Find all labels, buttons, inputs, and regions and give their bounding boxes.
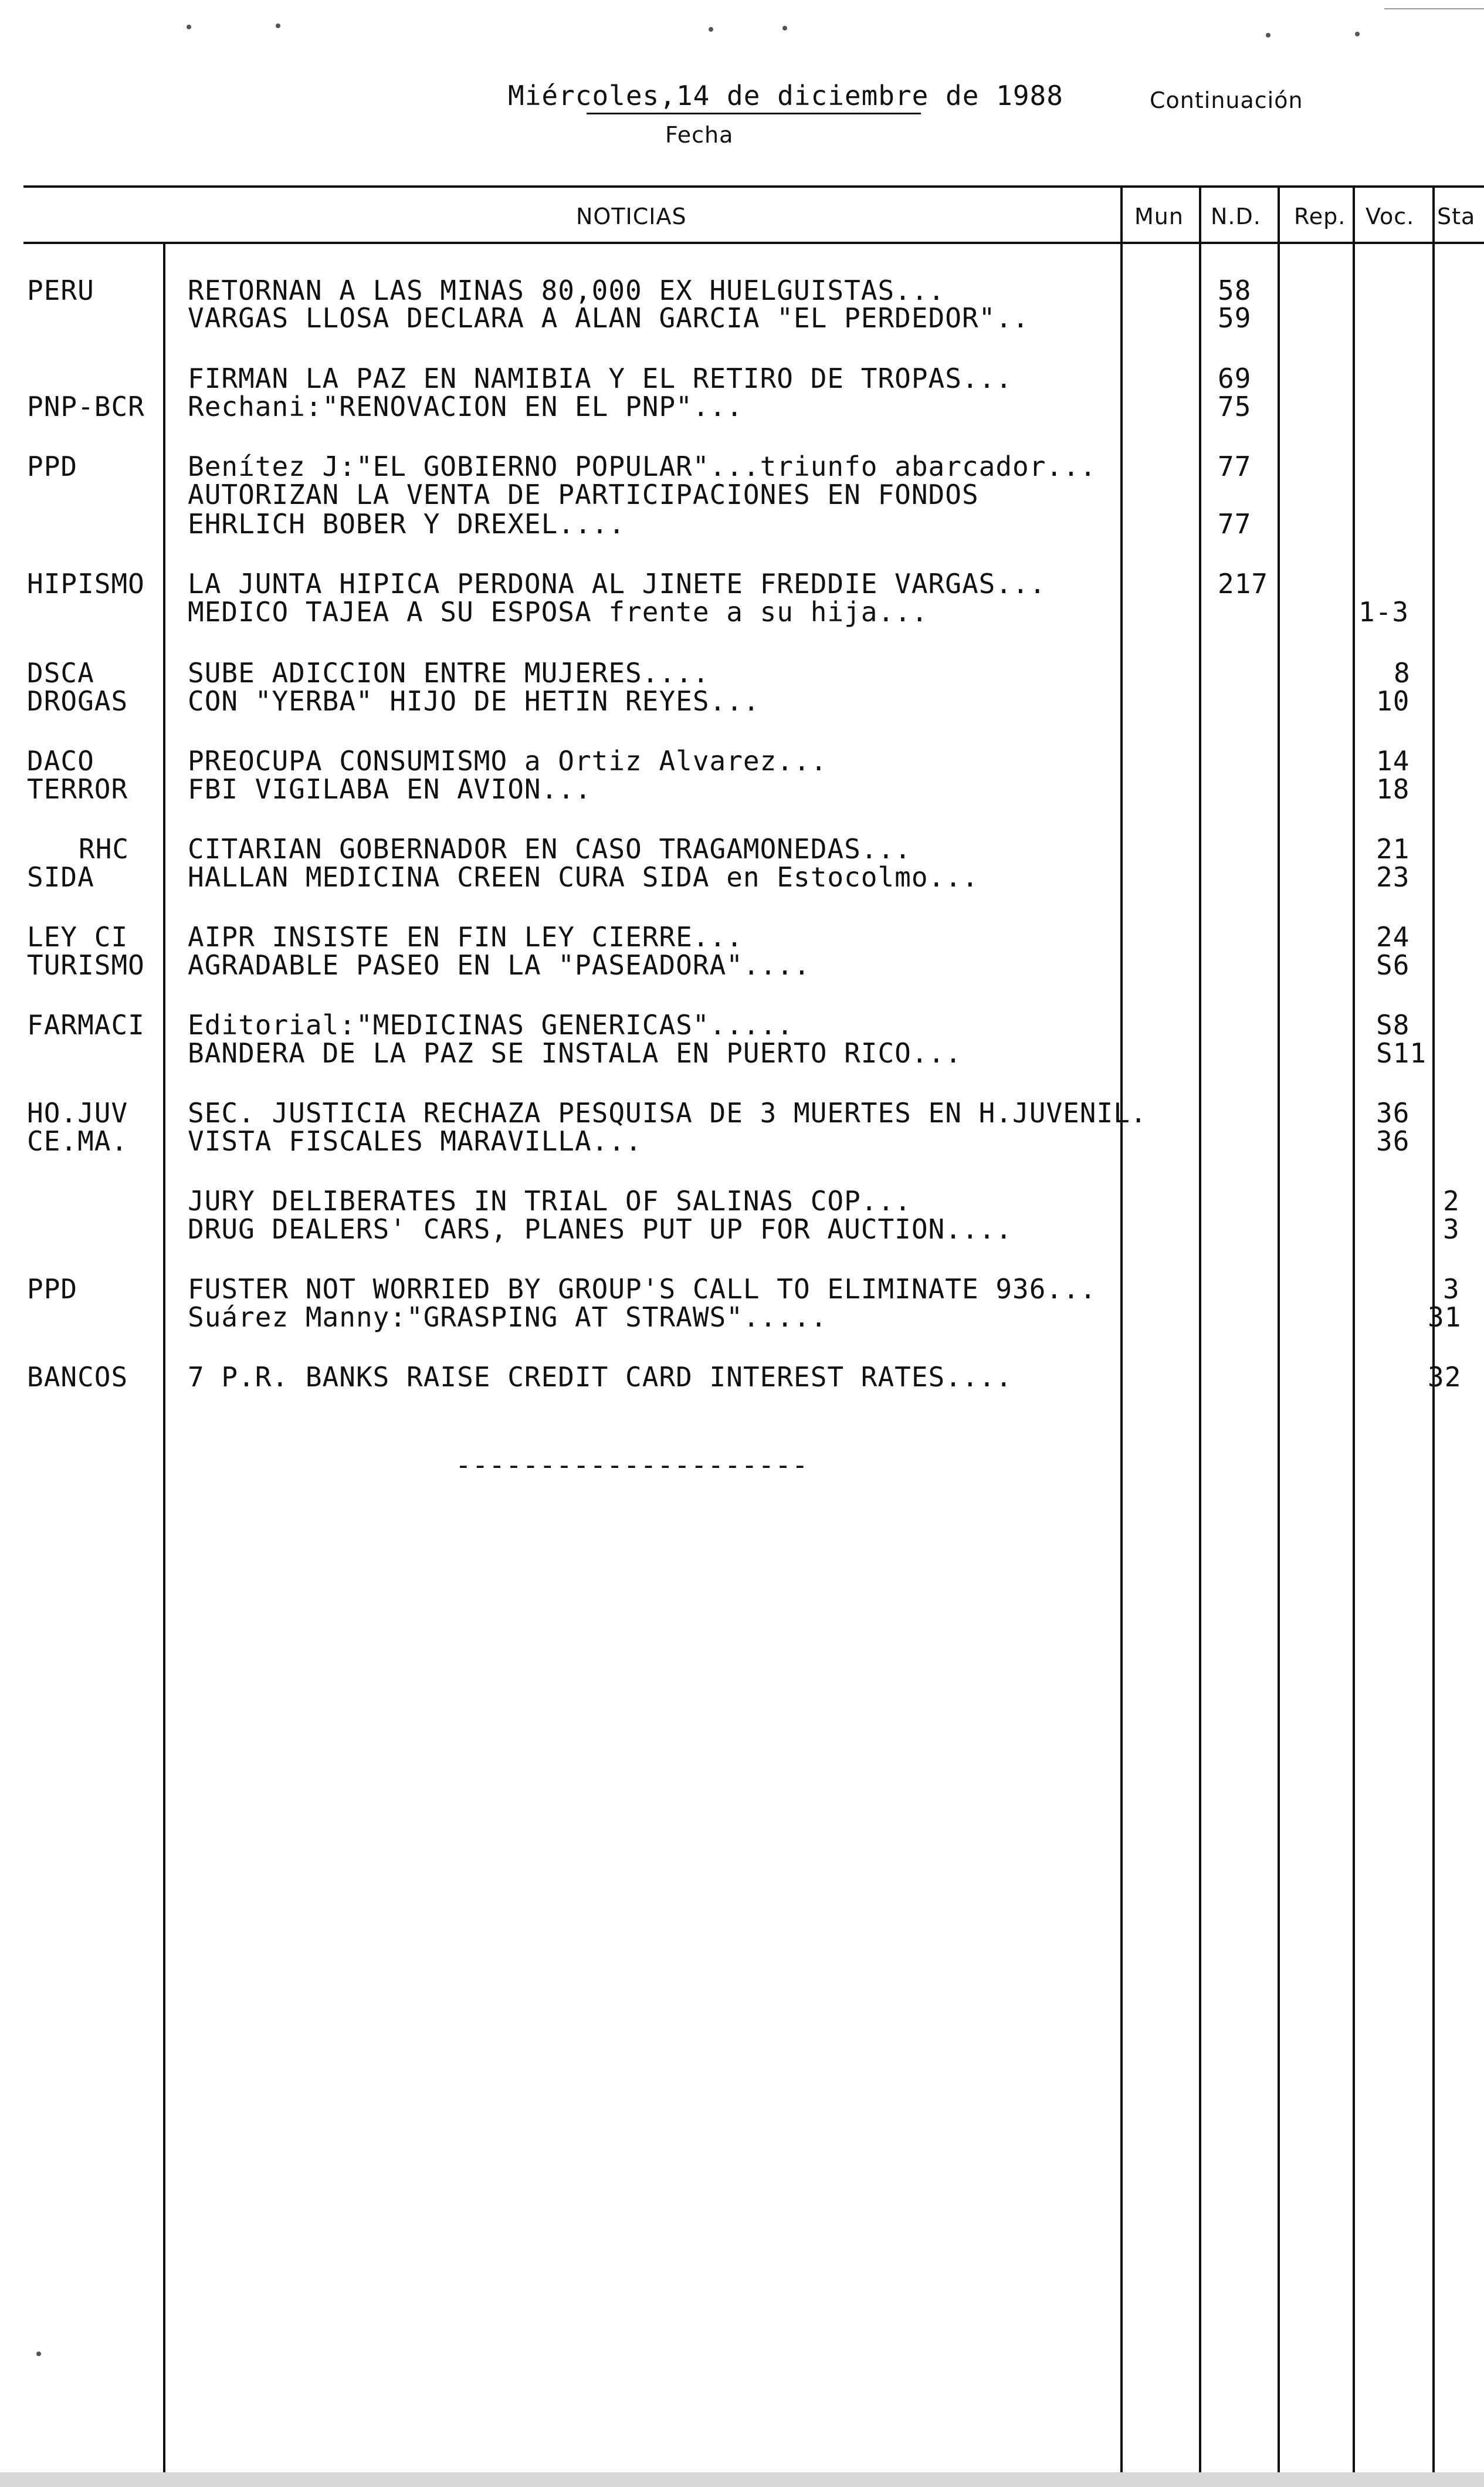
row-voc: 36 [1376,1125,1410,1157]
row-headline: CON "YERBA" HIJO DE HETIN REYES... [188,685,760,717]
column-divider-mun [1199,185,1201,2487]
row-voc: 10 [1376,685,1410,717]
end-of-list-marker: --------------------- [455,1449,809,1481]
column-divider-rep [1353,185,1355,2487]
row-voc: S8 [1376,1009,1410,1041]
row-nd: 77 [1218,508,1252,540]
row-section: DROGAS [27,685,128,717]
row-section: RHC [79,833,130,865]
row-sta: 31 [1428,1301,1462,1333]
row-sta: 3 [1443,1213,1460,1245]
scan-speck [187,25,191,29]
row-voc: 18 [1376,773,1410,805]
scan-speck [276,23,280,28]
row-headline: VISTA FISCALES MARAVILLA... [188,1125,642,1157]
row-section: HIPISMO [27,568,145,600]
column-header-voc: Voc. [1366,204,1415,229]
column-divider-noticias [1120,185,1123,2487]
row-section: TERROR [27,773,128,805]
column-header-nd: N.D. [1211,204,1261,229]
row-headline: Rechani:"RENOVACION EN EL PNP"... [188,391,743,422]
table-header-rule [23,242,1484,244]
row-headline: EHRLICH BOBER Y DREXEL.... [188,508,626,540]
row-headline: SEC. JUSTICIA RECHAZA PESQUISA DE 3 MUERTES EN H.JUVENIL. [188,1097,1147,1129]
row-headline: BANDERA DE LA PAZ SE INSTALA EN PUERTO RICO... [188,1037,962,1069]
row-headline: RETORNAN A LAS MINAS 80,000 EX HUELGUISTAS... [188,275,946,306]
row-voc: 24 [1376,921,1410,953]
row-headline: JURY DELIBERATES IN TRIAL OF SALINAS COP... [188,1185,912,1217]
row-headline: Benítez J:"EL GOBIERNO POPULAR"...triunfo abarcador... [188,451,1097,482]
scan-speck [709,27,713,32]
row-sta: 2 [1443,1185,1460,1217]
row-voc: S11 [1376,1037,1427,1069]
column-header-mun: Mun [1134,204,1184,229]
row-headline: FBI VIGILABA EN AVION... [188,773,592,805]
row-headline: CITARIAN GOBERNADOR EN CASO TRAGAMONEDAS... [188,833,912,865]
row-headline: FUSTER NOT WORRIED BY GROUP'S CALL TO ELIMINATE 936... [188,1273,1097,1305]
row-headline: 7 P.R. BANKS RAISE CREDIT CARD INTEREST RATES.... [188,1361,1013,1393]
date-line: Miércoles,14 de diciembre de 1988 [508,80,1063,111]
date-underline [587,113,921,114]
row-nd: 77 [1218,451,1252,482]
row-voc: 36 [1376,1097,1410,1129]
row-section: PPD [27,1273,78,1305]
row-sta: 32 [1428,1361,1462,1393]
row-nd: 59 [1218,302,1252,334]
continuation-label: Continuación [1150,87,1303,113]
column-header-sta: Sta [1437,204,1476,229]
column-divider-nd [1278,185,1280,2487]
row-nd: 75 [1218,391,1252,422]
row-section: LEY CI [27,921,128,953]
row-section: CE.MA. [27,1125,128,1157]
row-section: PNP-BCR [27,391,145,422]
scan-bottom-edge [0,2472,1484,2487]
row-headline: LA JUNTA HIPICA PERDONA AL JINETE FREDDIE VARGAS... [188,568,1046,600]
row-section: SIDA [27,861,94,893]
row-section: HO.JUV [27,1097,128,1129]
row-voc: 23 [1376,861,1410,893]
scan-speck [36,2351,41,2356]
row-headline: SUBE ADICCION ENTRE MUJERES.... [188,657,710,689]
column-header-rep: Rep. [1294,204,1346,229]
column-divider-voc [1432,185,1435,2487]
row-section: TURISMO [27,949,145,981]
column-divider-section [163,242,165,2487]
row-headline: DRUG DEALERS' CARS, PLANES PUT UP FOR AUCTION.... [188,1213,1013,1245]
row-headline: Editorial:"MEDICINAS GENERICAS"..... [188,1009,794,1041]
row-headline: VARGAS LLOSA DECLARA A ALAN GARCIA "EL PERDEDOR".. [188,302,1029,334]
row-voc: 1-3 [1358,596,1410,628]
row-section: PPD [27,451,78,482]
row-headline: AUTORIZAN LA VENTA DE PARTICIPACIONES EN FONDOS [188,479,979,510]
row-sta: 3 [1443,1273,1460,1305]
date-caption: Fecha [665,122,734,148]
row-section: BANCOS [27,1361,128,1393]
row-section: DSCA [27,657,94,689]
top-edge-line [1384,8,1484,9]
scan-speck [1355,32,1360,36]
row-voc: S6 [1376,949,1410,981]
row-voc: 8 [1394,657,1411,689]
row-section: DACO [27,745,94,777]
row-headline: Suárez Manny:"GRASPING AT STRAWS"..... [188,1301,828,1333]
row-headline: AIPR INSISTE EN FIN LEY CIERRE... [188,921,743,953]
row-section: PERU [27,275,94,306]
row-nd: 217 [1218,568,1269,600]
table-top-rule [23,185,1484,188]
column-header-noticias: NOTICIAS [576,204,687,229]
row-headline: MEDICO TAJEA A SU ESPOSA frente a su hija... [188,596,929,628]
row-nd: 69 [1218,363,1252,394]
row-voc: 21 [1376,833,1410,865]
scan-speck [782,26,787,31]
row-section: FARMACI [27,1009,145,1041]
scan-speck [1266,33,1270,38]
row-headline: HALLAN MEDICINA CREEN CURA SIDA en Estocolmo... [188,861,979,893]
row-voc: 14 [1376,745,1410,777]
row-nd: 58 [1218,275,1252,306]
row-headline: PREOCUPA CONSUMISMO a Ortiz Alvarez... [188,745,828,777]
row-headline: AGRADABLE PASEO EN LA "PASEADORA".... [188,949,811,981]
row-headline: FIRMAN LA PAZ EN NAMIBIA Y EL RETIRO DE TROPAS... [188,363,1013,394]
